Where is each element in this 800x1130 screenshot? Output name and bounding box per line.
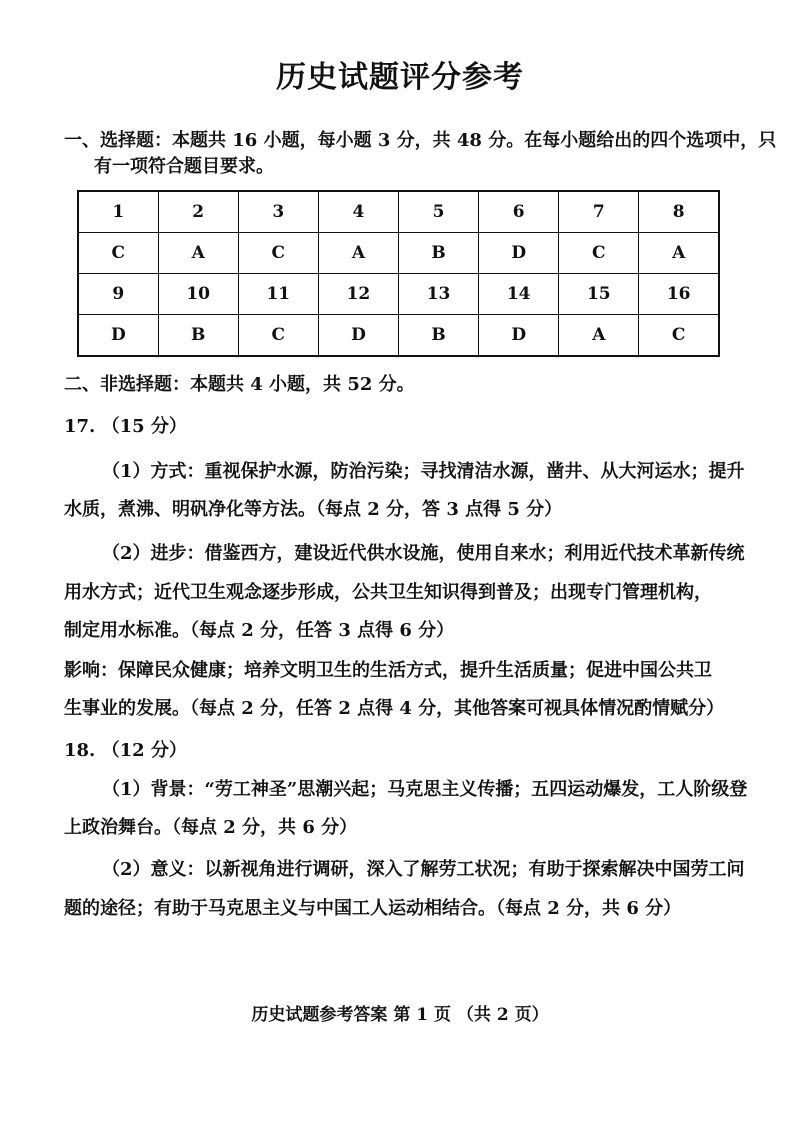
q18-part1-line2: 上政治舞台。（每点 2 分，共 6 分）: [64, 817, 358, 838]
q17-part2-cont: [64, 580, 712, 644]
q17-part2-line3: 制定用水标准。（每点 2 分，任答 3 点得 6 分）: [64, 620, 455, 641]
q17-part3: [64, 658, 724, 722]
q17-part2-line1: （2）进步：借鉴西方，建设近代供水设施，使用自来水；利用近代技术革新传统: [102, 543, 745, 564]
q18-part1: [102, 777, 747, 803]
answer-cell: C: [238, 315, 318, 357]
q17-header: 17. （15 分）: [64, 416, 187, 437]
q17-part3-line2: 生事业的发展。（每点 2 分，任答 2 点得 4 分，其他答案可视具体情况酌情赋分）: [64, 698, 725, 719]
answer-cell: D: [479, 233, 559, 274]
answer-cell: A: [559, 315, 639, 357]
question-number-cell: 1: [78, 191, 158, 233]
q18-part1-line1: （1）背景：“劳工神圣”思潮兴起；马克思主义传播；五四运动爆发，工人阶级登: [102, 779, 748, 800]
answer-cell: B: [399, 233, 479, 274]
answer-table-row: [78, 233, 719, 274]
question-number-cell: 7: [559, 191, 639, 233]
answer-cell: A: [158, 233, 238, 274]
question-number-cell: 14: [479, 274, 559, 315]
q17-part1: [102, 459, 745, 485]
page-footer: 历史试题参考答案 第 1 页 （共 2 页）: [251, 1005, 549, 1025]
question-number-cell: 11: [238, 274, 318, 315]
answer-cell: C: [639, 315, 719, 357]
answer-cell: C: [78, 233, 158, 274]
answer-cell: A: [318, 233, 398, 274]
answer-cell: B: [158, 315, 238, 357]
q18-part2-cont: [64, 896, 681, 922]
question-number-cell: 12: [318, 274, 398, 315]
q17-part2-line2: 用水方式；近代卫生观念逐步形成，公共卫生知识得到普及；出现专门管理机构，: [64, 582, 712, 603]
q18-part2-line2: 题的途径；有助于马克思主义与中国工人运动相结合。（每点 2 分，共 6 分）: [64, 898, 682, 919]
answer-table-row: [78, 274, 719, 315]
q18-part1-cont: [64, 815, 357, 841]
q17-part1-cont: [64, 497, 562, 523]
question-number-cell: 13: [399, 274, 479, 315]
q18-part2: [102, 857, 745, 883]
question-number-cell: 9: [78, 274, 158, 315]
answer-cell: C: [559, 233, 639, 274]
question-number-cell: 15: [559, 274, 639, 315]
page-title: 历史试题评分参考: [276, 60, 524, 95]
q18-header: 18. （12 分）: [64, 740, 187, 761]
section1-line2: 有一项符合题目要求。: [94, 156, 274, 177]
answer-cell: D: [318, 315, 398, 357]
section1-line1: 一、选择题：本题共 16 小题，每小题 3 分，共 48 分。在每小题给出的四个选项中，只: [64, 130, 777, 151]
answer-table: [77, 190, 720, 357]
question-number-cell: 3: [238, 191, 318, 233]
q17-part1-line1: （1）方式：重视保护水源，防治污染；寻找清洁水源，凿井、从大河运水；提升: [102, 461, 745, 482]
answer-cell: C: [238, 233, 318, 274]
question-number-cell: 16: [639, 274, 719, 315]
question-number-cell: 2: [158, 191, 238, 233]
question-number-cell: 5: [399, 191, 479, 233]
question-number-cell: 10: [158, 274, 238, 315]
answer-cell: A: [639, 233, 719, 274]
question-number-cell: 4: [318, 191, 398, 233]
answer-cell: B: [399, 315, 479, 357]
q17-part3-line1: 影响：保障民众健康；培养文明卫生的生活方式，提升生活质量；促进中国公共卫: [64, 660, 712, 681]
section2-instructions: 二、非选择题：本题共 4 小题，共 52 分。: [64, 374, 415, 395]
q18-part2-line1: （2）意义：以新视角进行调研，深入了解劳工状况；有助于探索解决中国劳工问: [102, 859, 745, 880]
answer-cell: D: [78, 315, 158, 357]
section1-instructions: [64, 128, 776, 180]
q17-part2: [102, 541, 745, 567]
answer-cell: D: [479, 315, 559, 357]
answer-table-row: [78, 315, 719, 357]
answer-table-row: [78, 191, 719, 233]
question-number-cell: 6: [479, 191, 559, 233]
question-number-cell: 8: [639, 191, 719, 233]
q17-part1-line2: 水质，煮沸、明矾净化等方法。（每点 2 分，答 3 点得 5 分）: [64, 499, 563, 520]
